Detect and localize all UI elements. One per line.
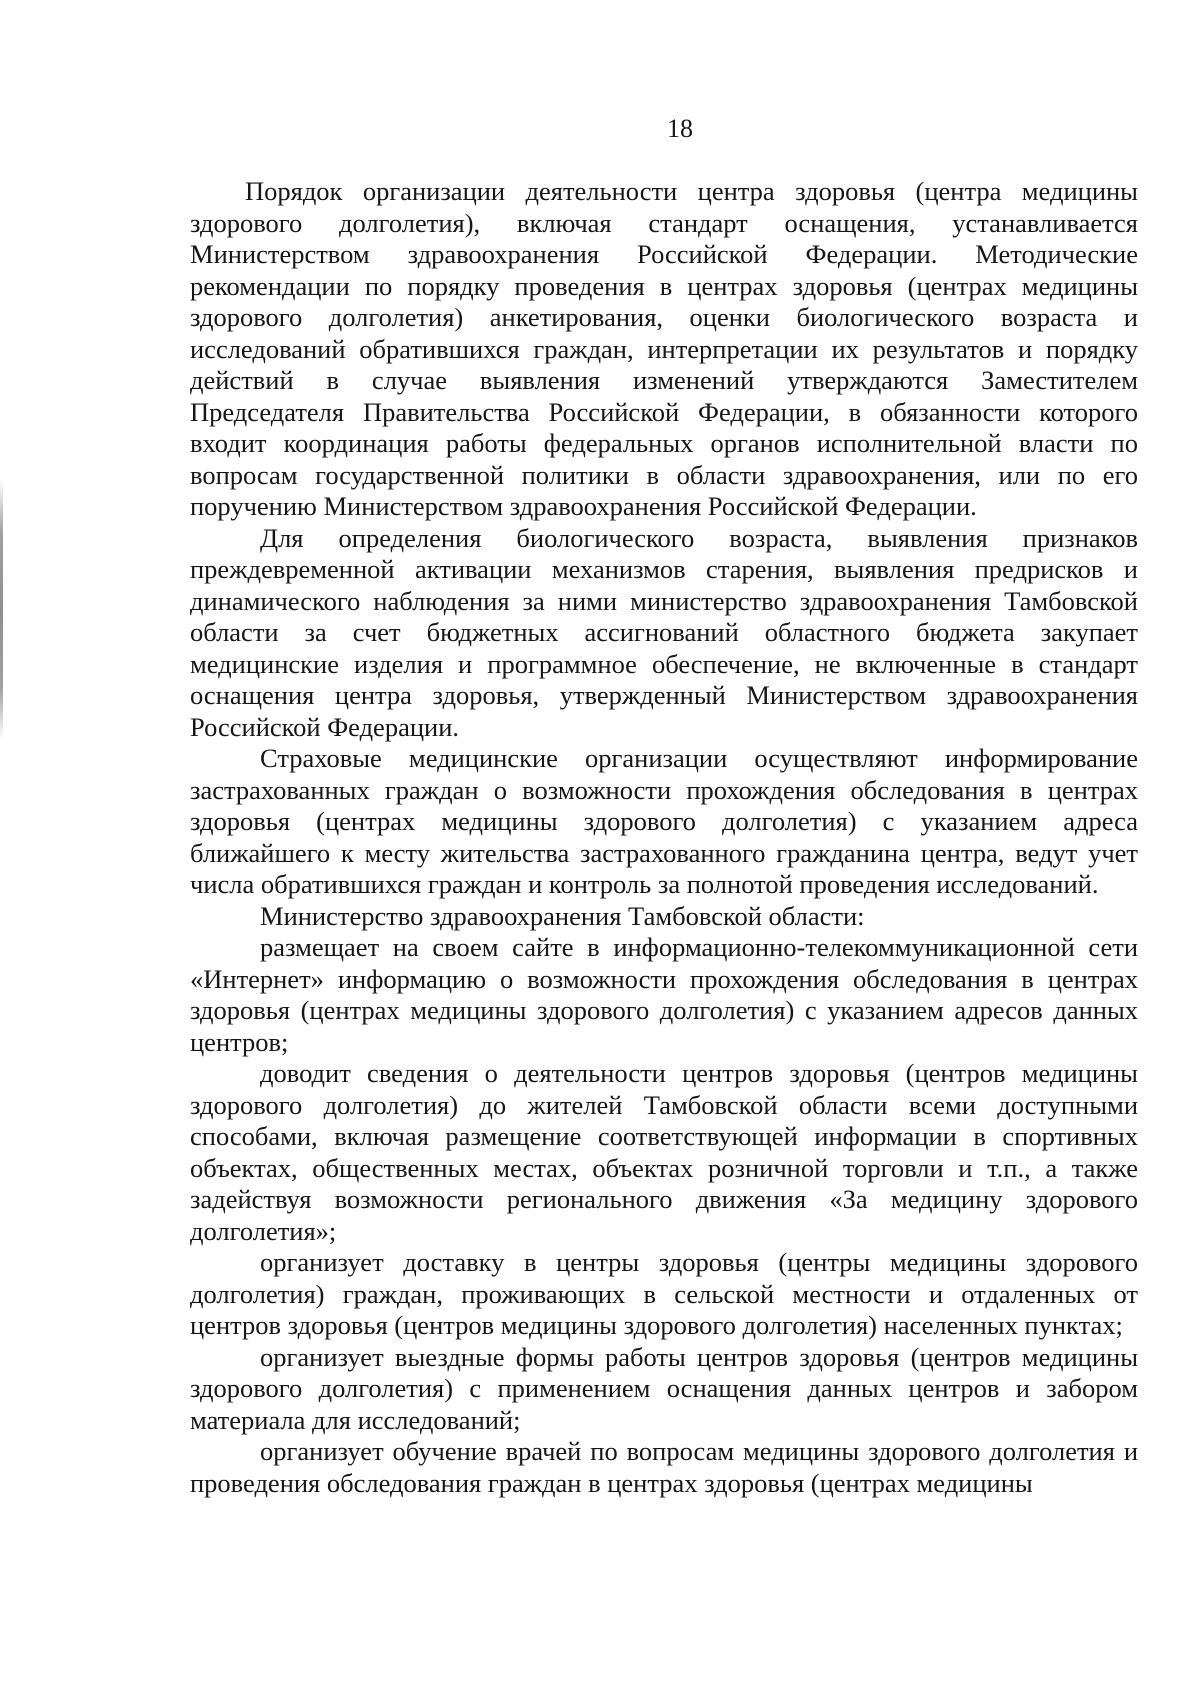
paragraph-ministry-heading: Министерство здравоохранения Тамбовской области: bbox=[260, 900, 865, 931]
paragraph-insurance-organizations: Страховые медицинские организации осуществляют информирование застрахованных граждан о возможности прохождения обследования в центрах здоровья (центрах медицины здорового долголетия) с указанием адреса ближайшего к месту жительства застрахованного гражданина центра, ведут учет числа обратившихся граждан и контроль за полнотой проведения исследований. bbox=[190, 743, 1138, 899]
list-item-website-info: размещает на своем сайте в информационно-телекоммуникационной сети «Интернет» информацию о возможности прохождения обследования в центрах здоровья (центрах медицины здорового долголетия) с указанием адресов данных центров; bbox=[190, 932, 1138, 1057]
paragraph-biological-age: Для определения биологического возраста, выявления признаков преждевременной активации механизмов старения, выявления предрисков и динамического наблюдения за ними министерство здравоохранения Тамбовской области за счет бюджетных ассигнований областного бюджета закупает медицинские изделия и программное обеспечение, не включенные в стандарт оснащения центра здоровья, утвержденный Министерством здравоохранения Российской Федерации. bbox=[190, 522, 1138, 742]
list-item-doctor-training: организует обучение врачей по вопросам медицины здорового долголетия и проведения обследования граждан в центрах здоровья (центрах медицины bbox=[190, 1436, 1138, 1498]
paragraph-center-organization-order: Порядок организации деятельности центра здоровья (центра медицины здорового долголетия), включая стандарт оснащения, устанавливается Министерством здравоохранения Российской Федерации. Методические рекомендации по порядку проведения в центрах здоровья (центрах медицины здорового долголетия) анкетирования, оценки биологического возраста и исследований обратившихся граждан, интерпретации их результатов и порядку действий в случае выявления изменений утверждаются Заместителем Председателя Правительства Российской Федерации, в обязанности которого входит координация работы федеральных органов исполнительной власти по вопросам государственной политики в области здравоохранения, или по его поручению Министерством здравоохранения Российской Федерации. bbox=[190, 176, 1138, 521]
scan-edge-shadow bbox=[0, 480, 3, 740]
page-number: 18 bbox=[667, 114, 693, 143]
list-item-inform-residents: доводит сведения о деятельности центров здоровья (центров медицины здорового долголетия) до жителей Тамбовской области всеми доступными способами, включая размещение соответствующей информации в спортивных объектах, общественных местах, объектах розничной торговли и т.п., а также задействуя возможности регионального движения «За медицину здорового долголетия»; bbox=[190, 1058, 1138, 1246]
list-item-mobile-work: организует выездные формы работы центров здоровья (центров медицины здорового долголетия) с применением оснащения данных центров и забором материала для исследований; bbox=[190, 1341, 1138, 1435]
list-item-delivery: организует доставку в центры здоровья (центры медицины здорового долголетия) граждан, проживающих в сельской местности и отдаленных от центров здоровья (центров медицины здорового долголетия) населенных пунктах; bbox=[190, 1247, 1138, 1340]
document-body bbox=[190, 176, 1138, 1499]
